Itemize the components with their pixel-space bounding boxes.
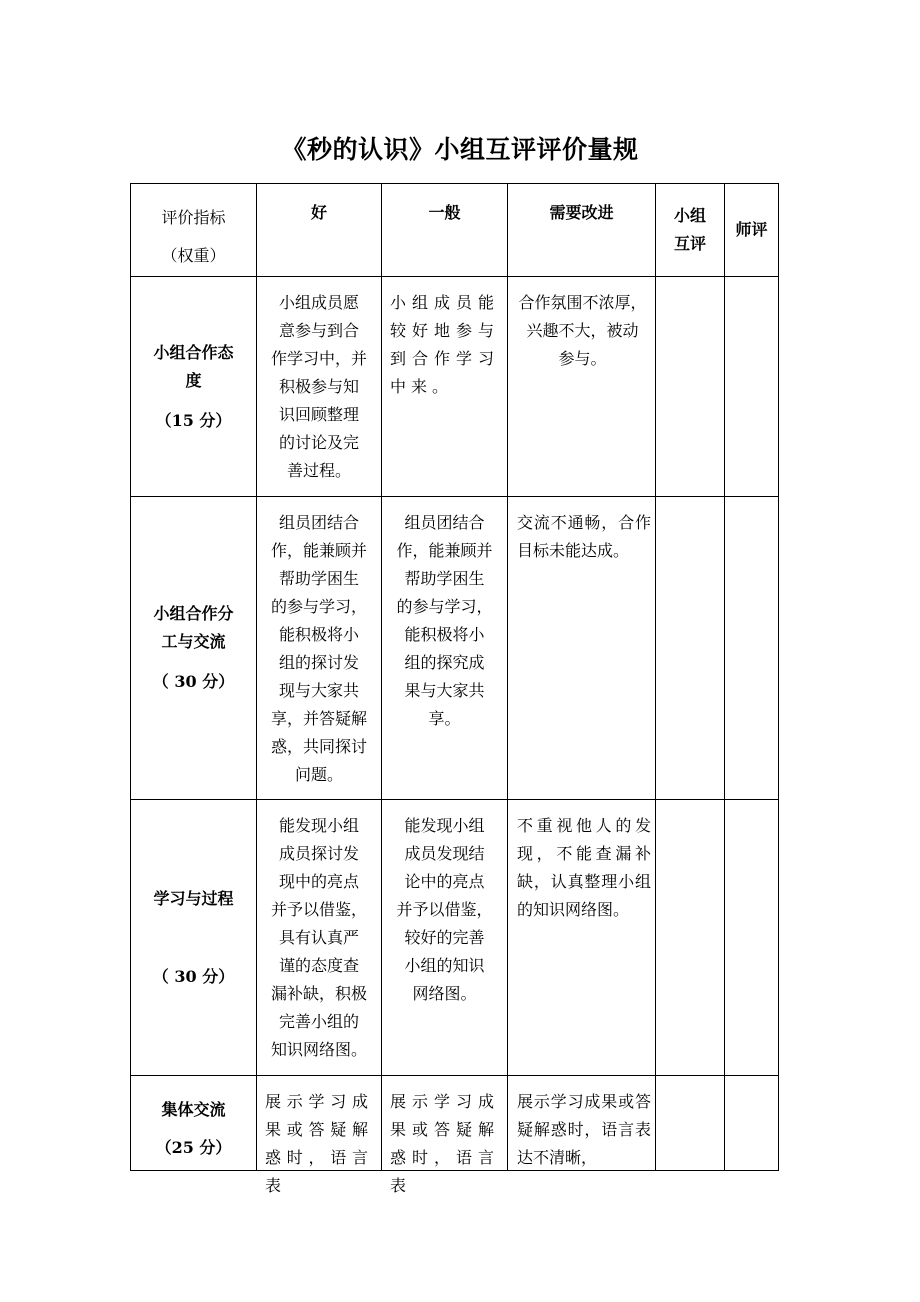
good-text-line: 作学习中，并 <box>270 349 367 368</box>
good-text-line: 组的探讨发 <box>278 653 359 672</box>
criterion-score: （ 30 分） <box>152 966 235 986</box>
good-text-line: 完善小组的 <box>278 1012 359 1031</box>
good-text-line: 识回顾整理 <box>278 405 359 424</box>
criterion-score: （ 30 分） <box>152 672 235 691</box>
table-row <box>131 277 779 497</box>
good-text-line: 漏补缺，积极 <box>270 984 367 1003</box>
good-text-line: 并予以借鉴， <box>270 900 367 919</box>
improve-text-line: 参与。 <box>558 349 607 368</box>
criterion-cell <box>131 1076 257 1171</box>
improve-cell <box>508 277 656 497</box>
header-teacher: 师评 <box>735 220 768 239</box>
peer-score-cell[interactable] <box>656 497 725 800</box>
improve-text: 不重视他人的发现，不能查漏补缺，认真整理小组的知识网络图。 <box>517 816 651 919</box>
header-average-cell <box>382 184 508 277</box>
average-text-line: 享。 <box>428 709 461 728</box>
criterion-score: （15 分） <box>155 410 232 430</box>
table-row <box>131 800 779 1076</box>
teacher-score-cell[interactable] <box>725 497 779 800</box>
good-text-line: 帮助学困生 <box>278 569 359 588</box>
average-cell <box>382 497 508 800</box>
average-text-line: 帮助学困生 <box>404 569 485 588</box>
average-text-line: 组的探究成 <box>404 653 485 672</box>
header-good: 好 <box>310 203 327 222</box>
improve-text: 展示学习成果或答疑解惑时，语言表达不清晰， <box>517 1092 651 1167</box>
average-text-line: 能发现小组 <box>404 816 485 835</box>
average-text-line: 能积极将小 <box>404 625 485 644</box>
average-text-line: 作，能兼顾并 <box>396 541 493 560</box>
average-text: 小组成员能较好地参与到合作学习中来。 <box>390 293 499 396</box>
header-improve: 需要改进 <box>549 203 614 222</box>
rubric-table <box>130 183 779 1195</box>
criterion-score: （25 分） <box>155 1138 232 1157</box>
good-text-line: 现与大家共 <box>278 681 359 700</box>
good-cell <box>257 497 382 800</box>
improve-cell <box>508 800 656 1076</box>
good-text-line: 谨的态度查 <box>278 956 359 975</box>
good-text-line: 问题。 <box>294 765 343 784</box>
peer-score-cell[interactable] <box>656 800 725 1076</box>
good-text-line: 成员探讨发 <box>278 844 359 863</box>
good-text-line: 作，能兼顾并 <box>270 541 367 560</box>
header-average: 一般 <box>428 203 461 222</box>
good-text-line: 的讨论及完 <box>278 433 359 452</box>
good-text-line: 的参与学习， <box>270 597 367 616</box>
header-peer-cell <box>656 184 725 277</box>
teacher-score-cell[interactable] <box>725 277 779 497</box>
good-text-line: 现中的亮点 <box>278 872 359 891</box>
criterion-label-line2: 工与交流 <box>161 632 226 651</box>
average-text-line: 果与大家共 <box>404 681 485 700</box>
average-cell <box>382 1076 508 1195</box>
good-text-line: 惑，共同探讨 <box>270 737 367 756</box>
good-cell <box>257 277 382 497</box>
criterion-cell <box>131 800 257 1076</box>
header-indicator-cell <box>131 184 257 277</box>
good-text-line: 小组成员愿 <box>278 293 359 312</box>
average-cell <box>382 800 508 1076</box>
criterion-label-line1: 小组合作态 <box>153 342 234 362</box>
peer-score-cell[interactable] <box>656 1076 725 1171</box>
criterion-label-line2: 度 <box>185 370 202 390</box>
criterion-label-line1: 小组合作分 <box>153 604 234 623</box>
page-title: 《秒的认识》小组互评评价量规 <box>281 135 639 164</box>
header-indicator: 评价指标 <box>161 208 226 227</box>
good-text-line: 能发现小组 <box>278 816 359 835</box>
average-text-line: 网络图。 <box>412 984 477 1003</box>
average-text-line: 并予以借鉴， <box>396 900 493 919</box>
good-text-line: 积极参与知 <box>278 377 359 396</box>
criterion-cell <box>131 277 257 497</box>
average-text-line: 论中的亮点 <box>404 872 485 891</box>
average-text-line: 成员发现结 <box>404 844 485 863</box>
peer-score-cell[interactable] <box>656 277 725 497</box>
average-text-line: 小组的知识 <box>404 956 485 975</box>
header-good-cell <box>257 184 382 277</box>
good-text-line: 善过程。 <box>286 461 351 480</box>
improve-cell <box>508 1076 656 1171</box>
average-text-line: 组员团结合 <box>404 513 485 532</box>
average-text-line: 较好的完善 <box>404 928 485 947</box>
criterion-label-line1: 集体交流 <box>161 1100 226 1119</box>
good-cell <box>257 800 382 1076</box>
good-text-line: 知识网络图。 <box>270 1040 367 1059</box>
header-row <box>131 184 779 277</box>
good-text: 展示学习成果或答疑解惑时，语言表 <box>265 1092 373 1195</box>
header-peer-line1: 小组 <box>673 206 706 225</box>
good-text-line: 享，并答疑解 <box>270 709 367 728</box>
improve-text-line: 合作氛围不浓厚， <box>518 293 647 312</box>
table-row <box>131 497 779 800</box>
good-text-line: 组员团结合 <box>278 513 359 532</box>
good-cell <box>257 1076 382 1195</box>
teacher-score-cell[interactable] <box>725 1076 779 1171</box>
criterion-cell <box>131 497 257 800</box>
good-text-line: 能积极将小 <box>278 625 359 644</box>
average-cell <box>382 277 508 497</box>
header-improve-cell <box>508 184 656 277</box>
table-row <box>131 1076 779 1171</box>
header-peer-line2: 互评 <box>673 234 706 253</box>
improve-text-line: 兴趣不大，被动 <box>526 321 639 340</box>
improve-text: 交流不通畅，合作目标未能达成。 <box>517 513 651 560</box>
criterion-label-line1: 学习与过程 <box>153 888 234 908</box>
average-text: 展示学习成果或答疑解惑时，语言表 <box>390 1092 499 1195</box>
header-weight: （权重） <box>161 246 226 265</box>
good-text-line: 具有认真严 <box>278 928 359 947</box>
average-text-line: 的参与学习， <box>396 597 493 616</box>
header-teacher-cell <box>725 184 779 277</box>
improve-cell <box>508 497 656 800</box>
teacher-score-cell[interactable] <box>725 800 779 1076</box>
good-text-line: 意参与到合 <box>278 321 359 340</box>
